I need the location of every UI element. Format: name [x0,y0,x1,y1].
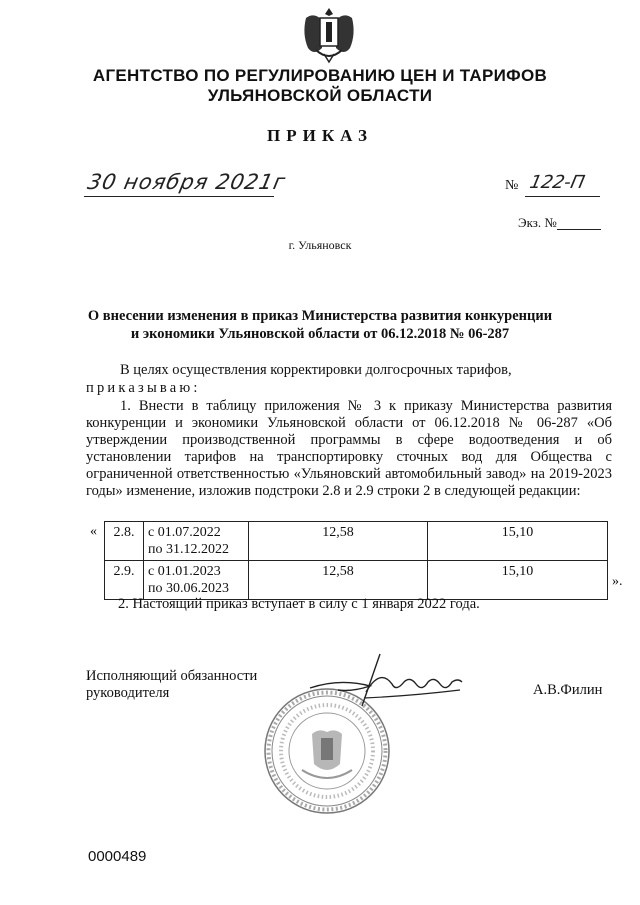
period-to: по 31.12.2022 [148,542,229,557]
table-row [105,522,608,561]
period-cell [144,561,249,600]
paragraph-item-1: 1. Внести в таблицу приложения № 3 к приказу Министерства развития конкуренции и экономики Ульяновской области от 06.12.2018 № 06-287 «Об утверждении производственной программы в сфере водоотведения и об установлении тарифов на транспортировку сточных вод для Общества с ограниченной ответственностью «Ульяновский автомобильный завод» на 2019-2023 годы» изменение, изложив подстроки 2.8 и 2.9 строки 2 в следующей редакции: [86,398,612,499]
tariff-value-1: 12,58 [249,561,428,600]
document-serial-number: 0000489 [88,848,147,865]
table-open-quote: « [90,524,97,539]
city: г. Ульяновск [288,238,352,252]
signatory-name: А.В.Филин [533,682,603,698]
agency-name-line2: УЛЬЯНОВСКОЙ ОБЛАСТИ [207,86,433,105]
signatory-title-line1: Исполняющий обязанности [86,668,258,684]
order-number-handwritten: 122-П [527,172,587,193]
order-number-sign: № [505,178,519,193]
handwritten-signature-icon [300,648,470,718]
coat-of-arms-icon [298,4,360,66]
period-cell [144,522,249,561]
copy-number-label: Экз. № [518,215,557,230]
order-title: ПРИКАЗ [267,126,373,145]
tariff-table [104,521,608,600]
signatory-title-line2: руководителя [86,685,170,701]
orders-word: приказываю: [86,380,201,396]
document-heading-line1: О внесении изменения в приказ Министерства развития конкуренции [87,308,553,324]
table-close-quote: ». [612,574,623,589]
order-date-handwritten: 30 ноября 2021г [85,170,289,194]
date-underline [84,196,274,197]
tariff-value-2: 15,10 [428,561,608,600]
tariff-value-1: 12,58 [249,522,428,561]
number-underline [525,196,600,197]
period-from: с 01.01.2023 [148,564,221,579]
table-row [105,561,608,600]
document-heading-line2: и экономики Ульяновской области от 06.12.2018 № 06-287 [130,326,510,342]
paragraph-item-2: 2. Настоящий приказ вступает в силу с 1 января 2022 года. [118,596,480,612]
paragraph-preamble: В целях осуществления корректировки долгосрочных тарифов, [120,362,512,378]
period-to: по 30.06.2023 [148,581,229,596]
row-number: 2.8. [105,522,144,561]
agency-name-line1: АГЕНТСТВО ПО РЕГУЛИРОВАНИЮ ЦЕН И ТАРИФОВ [92,66,548,85]
row-number: 2.9. [105,561,144,600]
copy-number-line [557,229,601,230]
period-from: с 01.07.2022 [148,525,221,540]
tariff-value-2: 15,10 [428,522,608,561]
